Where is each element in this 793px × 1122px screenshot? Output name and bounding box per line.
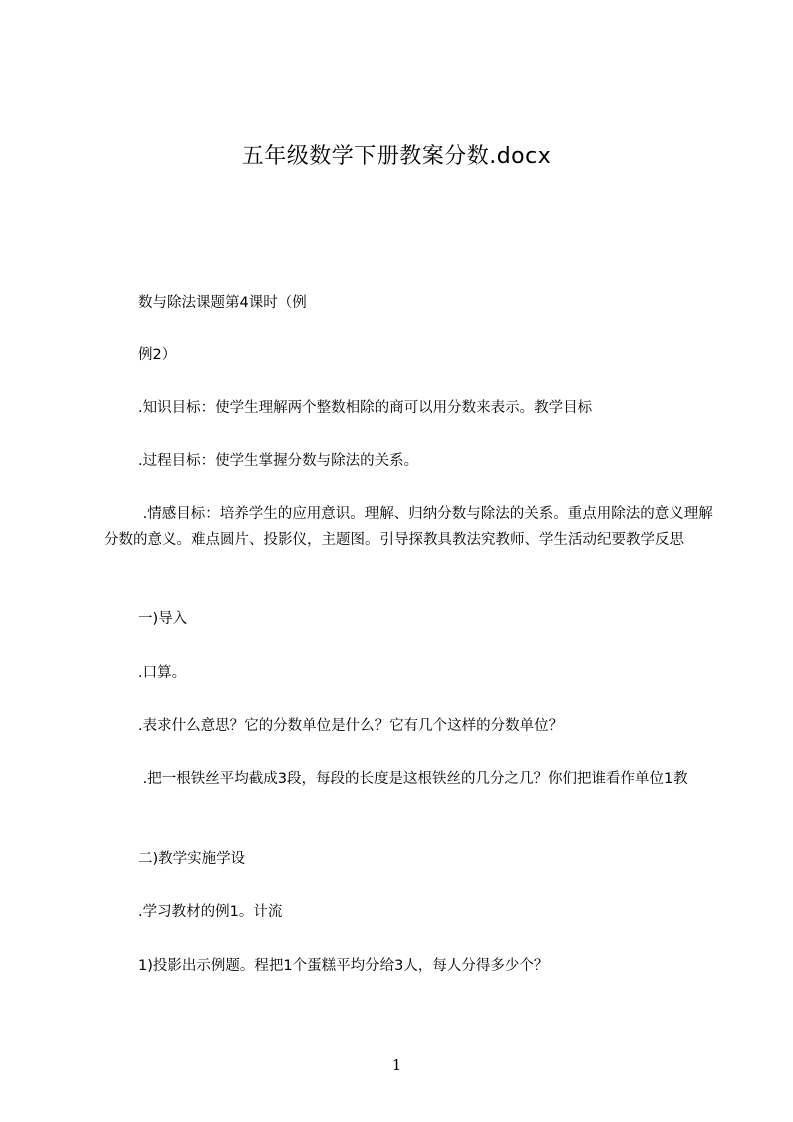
paragraph-process-goal: .过程目标：使学生掌握分数与除法的关系。 — [138, 453, 419, 469]
paragraph-introduction-heading: 一)导入 — [138, 611, 188, 627]
paragraph-fraction-meaning-question: .表求什么意思？它的分数单位是什么？它有几个这样的分数单位？ — [138, 718, 564, 734]
paragraph-projection-example: 1)投影出示例题。程把1个蛋糕平均分给3人，每人分得多少个？ — [138, 958, 549, 974]
paragraph-study-example-1: .学习教材的例1。计流 — [138, 904, 283, 920]
paragraph-emotion-goal: .情感目标：培养学生的应用意识。理解、归纳分数与除法的关系。重点用除法的意义理解分数的意义。难点圆片、投影仪，主题图。引导探教具教法究教师、学生活动纪要教学反思 — [104, 506, 713, 548]
document-title: 五年级数学下册教案分数.docx — [241, 144, 552, 169]
paragraph-lesson-topic: 数与除法课题第4课时（例 — [138, 295, 307, 311]
page-number: 1 — [391, 1056, 402, 1074]
paragraph-knowledge-goal: .知识目标：使学生理解两个整数相除的商可以用分数来表示。教学目标 — [138, 400, 593, 416]
paragraph-teaching-heading: 二)教学实施学设 — [138, 851, 246, 867]
paragraph-mental-math: .口算。 — [138, 665, 187, 681]
paragraph-wire-question: .把一根铁丝平均截成3段，每段的长度是这根铁丝的几分之几？你们把谁看作单位1教 — [138, 771, 688, 787]
paragraph-example-2: 例2） — [138, 347, 177, 363]
